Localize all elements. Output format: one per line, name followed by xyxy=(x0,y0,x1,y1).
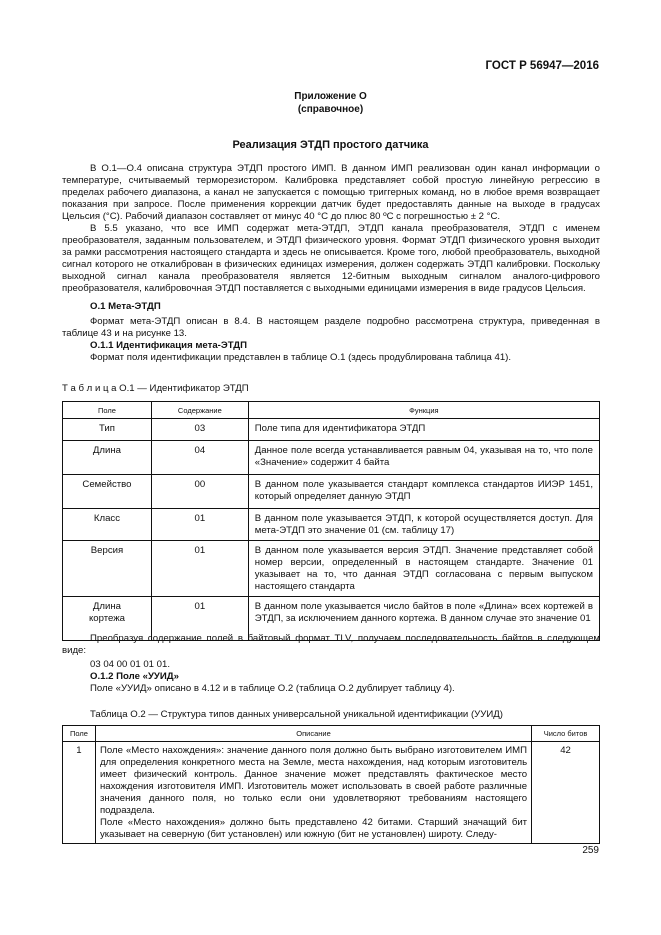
table-etdp-identifier xyxy=(62,401,600,641)
table1-cell-field: Класс xyxy=(93,513,121,524)
table1-cell-content: 04 xyxy=(194,445,206,456)
table-row xyxy=(63,742,600,844)
table-uuid-structure xyxy=(62,725,600,844)
table1-cell-function: В данном поле указывается ЭТДП, к которой осуществляется доступ. Для мета-ЭТДП это значение 01 (см. таблицу 17) xyxy=(254,513,593,536)
table1-cell-function: В данном поле указывается версия ЭТДП. Значение представляет собой номер версии, определенный в настоящем стандарте. Значение 01 указывает на то, что данная ЭТДП согласована с первым выпуском настоящего стандарта xyxy=(254,545,593,592)
table-row xyxy=(63,509,600,541)
table1-caption xyxy=(62,383,249,395)
table1-cell-field: Длина xyxy=(92,445,122,456)
table2-caption: Таблица О.2 — Структура типов данных универсальной уникальной идентификации (УУИД) xyxy=(90,709,503,720)
table2-cell-field: 1 xyxy=(76,745,82,756)
table1-cell-content: 01 xyxy=(194,601,206,612)
intro-paragraph: В О.1—О.4 описана структура ЭТДП простого ИМП. В данном ИМП реализован один канал информации о температуре, считываемый терморезистором. Калибровка представляет собой простую линейную регрессию в пределах рабочего диапазона, а канал не запускается с помощью триггерных команд, но в любое время возвращает показания при запросе. После применения коррекции датчик будет предоставлять данные на выходе в градусах Цельсия (°С). Рабочий диапазон составляет от минус 40 °С до плюс 80 ºС с погрешностью ± 2 °С. xyxy=(62,163,600,222)
table1-cell-field: Тип xyxy=(98,423,115,434)
table-row xyxy=(63,541,600,597)
table2-cell-bits: 42 xyxy=(560,745,571,756)
section-o11-text: Формат поля идентификации представлен в таблице О.1 (здесь продублирована таблица 41). xyxy=(90,352,512,363)
appendix-subtitle: (справочное) xyxy=(297,104,364,115)
table-row xyxy=(63,475,600,509)
tlv-paragraph: Преобразуя содержание полей в байтовый формат TLV, получаем последовательность байтов в следующем виде: xyxy=(62,633,600,656)
intro-text xyxy=(62,163,600,364)
section-o11-heading: О.1.1 Идентификация мета-ЭТДП xyxy=(90,340,248,351)
table1-cell-function: Поле типа для идентификатора ЭТДП xyxy=(254,423,426,434)
section-o1-heading: О.1 Мета-ЭТДП xyxy=(90,301,161,312)
tlv-bytes: 03 04 00 01 01 01. xyxy=(90,659,171,670)
page-number: 259 xyxy=(582,845,599,856)
section-o12-heading: О.1.2 Поле «УУИД» xyxy=(90,671,179,682)
table1-cell-function: В данном поле указывается стандарт комплекса стандартов ИИЭР 1451, который определяет данную ЭТДП xyxy=(254,479,593,502)
table2-description-part: Поле «Место нахождения» должно быть представлено 42 битами. Старший значащий бит указывает на северную (бит установлен) или южную (бит не установлен) широту. Следу- xyxy=(99,817,528,840)
section-o12-text: Поле «УУИД» описано в 4.12 и в таблице О.2 (таблица О.2 дублирует таблицу 4). xyxy=(90,683,455,694)
table1-cell-content: 00 xyxy=(194,479,206,490)
table1-cell-field: Версия xyxy=(90,545,124,556)
table2-header-field: Поле xyxy=(63,726,96,742)
table-row xyxy=(63,441,600,475)
table1-caption-text: О.1 — Идентификатор ЭТДП xyxy=(119,383,249,394)
table1-cell-content: 03 xyxy=(194,423,206,434)
table2-header-bits: Число битов xyxy=(532,726,600,742)
table1-cell-field: Длина кортежа xyxy=(88,601,125,624)
table1-cell-function: Данное поле всегда устанавливается равным 04, указывая на то, что поле «Значение» содержит 4 байта xyxy=(254,445,593,468)
after-table1-text xyxy=(62,633,600,695)
table2-header-description: Описание xyxy=(95,726,531,742)
table2-description-part: Поле «Место нахождения»: значение данного поля должно быть выбрано изготовителем ИМП для определения конкретного места на Земле, места нахождения, над которым изготовитель имеет физический контроль. Данное значение может представлять фактическое место нахождения изготовителя ИМП. Изготовитель может использовать в своей работе различные значения данного поля, но только если они удовлетворяют требованиям настоящего подраздела. xyxy=(99,745,528,816)
appendix-title: Приложение О xyxy=(294,91,367,102)
table1-caption-prefix: Т а б л и ц а xyxy=(62,383,117,394)
table1-header-function: Функция xyxy=(248,402,599,419)
table-row xyxy=(63,419,600,441)
section-title: Реализация ЭТДП простого датчика xyxy=(232,139,429,151)
document-id: ГОСТ Р 56947—2016 xyxy=(485,60,599,72)
table1-cell-field: Семейство xyxy=(82,479,132,490)
table1-cell-content: 01 xyxy=(194,513,206,524)
section-o1-text: Формат мета-ЭТДП описан в 8.4. В настоящем разделе подробно рассмотрена структура, приведенная в таблице 43 и на рисунке 13. xyxy=(62,316,600,339)
table1-header-content: Содержание xyxy=(151,402,248,419)
table1-header-field: Поле xyxy=(63,402,152,419)
intro-paragraph: В 5.5 указано, что все ИМП содержат мета-ЭТДП, ЭТДП канала преобразователя, ЭТДП с именем преобразователя, заданным пользователем, и ЭТДП физического уровня. Формат ЭТДП физического уровня выходит за рамки рассмотрения настоящего стандарта и здесь не описывается. Кроме того, любой преобразователь, выходной сигнал которого не откалиброван в физических единицах измерения, должен содержать ЭТДП калибровки. Поскольку выходной сигнал канала преобразователя является 12-битным выходным сигналом аналого-цифрового преобразователя, калибровочная ЭТДП поставляется с выходными единицами измерения в виде градусов Цельсия. xyxy=(62,223,600,294)
table1-cell-content: 01 xyxy=(194,545,206,556)
table1-cell-function: В данном поле указывается число байтов в поле «Длина» всех кортежей в ЭТДП, за исключением данного кортежа. В данном случае это значение 01 xyxy=(254,601,593,624)
